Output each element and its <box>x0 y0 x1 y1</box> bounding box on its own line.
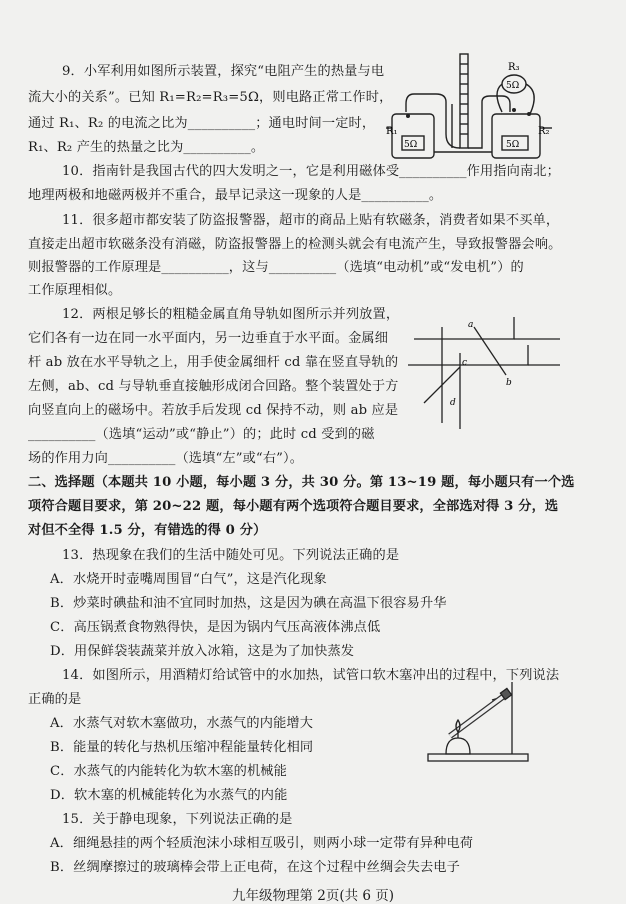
q12-label-c: c <box>462 358 468 368</box>
q9-line4: R₁、R₂ 产生的热量之比为__________。 <box>28 140 265 155</box>
q14-test-tube-figure <box>426 678 534 764</box>
q13-stem: 13．热现象在我们的生活中随处可见。下列说法正确的是 <box>62 548 400 563</box>
q11-line3: 则报警器的工作原理是__________，这与__________（选填“电动机”或“发电机”）的 <box>28 260 524 275</box>
q12-line6: __________（选填“运动”或“静止”）的；此时 cd 受到的磁 <box>28 427 375 442</box>
q9-label-r3-value: 5Ω <box>506 81 520 91</box>
q15-stem: 15．关于静电现象，下列说法正确的是 <box>62 812 293 827</box>
q12-label-a: a <box>468 320 474 330</box>
q10-line2: 地理两极和地磁两极并不重合，最早记录这一现象的人是__________。 <box>28 188 443 203</box>
q13-option-b: B．炒菜时碘盐和油不宜同时加热，这是因为碘在高温下很容易升华 <box>50 596 447 611</box>
q12-line2: 它们各有一边在同一水平面内，另一边垂直于水平面。金属细 <box>28 331 389 346</box>
page-footer: 九年级物理第 2页(共 6 页) <box>231 888 395 904</box>
q11-line4: 工作原理相似。 <box>28 283 122 298</box>
q14-option-b: B．能量的转化与热机压缩冲程能量转化相同 <box>50 740 314 755</box>
q12-line1: 12．两根足够长的粗糙金属直角导轨如图所示并列放置， <box>62 307 400 322</box>
q9-line1: 9．小军利用如图所示装置，探究“电阻产生的热量与电 <box>62 64 385 79</box>
q13-option-c: C．高压锅煮食物熟得快，是因为锅内气压高液体沸点低 <box>50 620 381 635</box>
q13-option-a: A．水烧开时壶嘴周围冒“白气”，这是汽化现象 <box>50 572 327 587</box>
q12-rails-figure <box>402 305 562 430</box>
q12-line4: 左侧，ab、cd 与导轨垂直接触形成闭合回路。整个装置处于方 <box>28 379 399 394</box>
q12-line7: 场的作用力向__________（选填“左”或“右”）。 <box>28 451 304 466</box>
q9-line3: 通过 R₁、R₂ 的电流之比为__________；通电时间一定时， <box>28 116 376 131</box>
q13-option-d: D．用保鲜袋装蔬菜并放入冰箱，这是为了加快蒸发 <box>50 644 355 659</box>
q9-label-right-value: 5Ω <box>506 140 520 150</box>
q11-line2: 直接走出超市软磁条没有消磁，防盗报警器上的检测头就会有电流产生，导致报警器会响。 <box>28 237 562 252</box>
q14-option-c: C．水蒸气的内能转化为软木塞的机械能 <box>50 764 287 779</box>
q11-line1: 11．很多超市都安装了防盗报警器，超市的商品上贴有软磁条，消费者如果不买单， <box>62 213 560 228</box>
q15-option-b: B．丝绸摩擦过的玻璃棒会带上正电荷，在这个过程中丝绸会失去电子 <box>50 860 460 875</box>
q9-circuit-figure <box>384 52 556 164</box>
q9-label-r1: R₁ <box>386 126 398 137</box>
q15-option-a: A．细绳悬挂的两个轻质泡沫小球相互吸引，则两小球一定带有异种电荷 <box>50 836 474 851</box>
q9-label-r3: R₃ <box>508 62 520 73</box>
q10-line1: 10．指南针是我国古代的四大发明之一，它是利用磁体受__________作用指向南北； <box>62 164 560 179</box>
q14-line1: 14．如图所示，用酒精灯给试管中的水加热，试管口软木塞冲出的过程中，下列说法 <box>62 668 560 683</box>
q12-line3: 杆 ab 放在水平导轨之上，用手使金属细杆 cd 靠在竖直导轨的 <box>28 355 399 370</box>
q9-line2: 流大小的关系”。已知 R₁=R₂=R₃=5Ω，则电路正常工作时， <box>28 90 393 105</box>
q12-line5: 向竖直向上的磁场中。若放手后发现 cd 保持不动，则 ab 应是 <box>28 403 399 418</box>
q14-option-a: A．水蒸气对软木塞做功，水蒸气的内能增大 <box>50 716 314 731</box>
q14-option-d: D．软木塞的机械能转化为水蒸气的内能 <box>50 788 288 803</box>
section2-line3: 对但不全得 1.5 分，有错选的得 0 分） <box>28 523 267 538</box>
q12-label-d: d <box>450 398 456 408</box>
section2-line2: 项符合题目要求，第 20~22 题，每小题有两个选项符合题目要求，全部选对得 3 分，选 <box>28 499 559 514</box>
q9-label-left-value: 5Ω <box>404 140 418 150</box>
section2-line1: 二、选择题（本题共 10 小题，每小题 3 分，共 30 分。第 13~19 题，每小题只有一个选 <box>28 475 575 490</box>
q14-line2: 正确的是 <box>28 692 82 707</box>
q9-label-r2: R₂ <box>538 126 550 137</box>
q12-label-b: b <box>506 378 512 388</box>
